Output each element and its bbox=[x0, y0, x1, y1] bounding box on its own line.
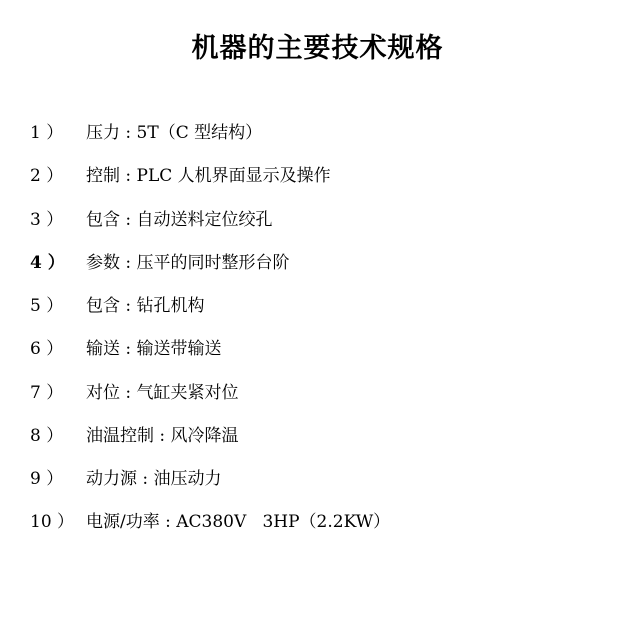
list-item-number: 5 ） bbox=[30, 296, 64, 316]
list-item-text: 控制 : PLC 人机界面显示及操作 bbox=[86, 166, 331, 187]
list-item-text: 压力 : 5T（C 型结构） bbox=[86, 123, 263, 143]
list-item bbox=[0, 166, 635, 187]
list-item-text: 参数 : 压平的同时整形台阶 bbox=[86, 252, 290, 273]
list-item bbox=[0, 469, 635, 490]
list-item-text: 油温控制 : 风冷降温 bbox=[86, 425, 239, 446]
list-item-number: 4 ） bbox=[30, 252, 65, 273]
list-item-text: 对位 : 气缸夹紧对位 bbox=[86, 382, 239, 403]
list-item-number: 6 ） bbox=[30, 339, 64, 360]
list-item-number: 9 ） bbox=[30, 469, 64, 489]
list-item bbox=[0, 253, 635, 274]
list-item-number: 3 ） bbox=[30, 209, 64, 230]
list-item bbox=[0, 296, 635, 317]
list-item bbox=[0, 339, 635, 360]
document-page bbox=[0, 26, 635, 639]
page-title: 机器的主要技术规格 bbox=[191, 33, 444, 64]
list-item bbox=[0, 426, 635, 447]
list-item bbox=[0, 512, 635, 533]
list-item bbox=[0, 383, 635, 404]
list-item-number: 2 ） bbox=[30, 166, 64, 187]
list-item-text: 包含 : 自动送料定位绞孔 bbox=[86, 209, 273, 230]
list-item bbox=[0, 210, 635, 231]
list-item-number: 10 ） bbox=[30, 512, 75, 533]
list-item bbox=[0, 123, 635, 144]
list-item-text: 电源/功率 : AC380V 3HP（2.2KW） bbox=[86, 512, 391, 533]
list-item-number: 8 ） bbox=[30, 425, 64, 446]
list-item-number: 1 ） bbox=[30, 123, 64, 143]
list-item-text: 动力源 : 油压动力 bbox=[86, 469, 222, 489]
list-item-text: 输送 : 输送带输送 bbox=[86, 339, 222, 360]
specification-list bbox=[0, 123, 635, 534]
list-item-number: 7 ） bbox=[30, 382, 64, 403]
list-item-text: 包含 : 钻孔机构 bbox=[86, 296, 205, 316]
